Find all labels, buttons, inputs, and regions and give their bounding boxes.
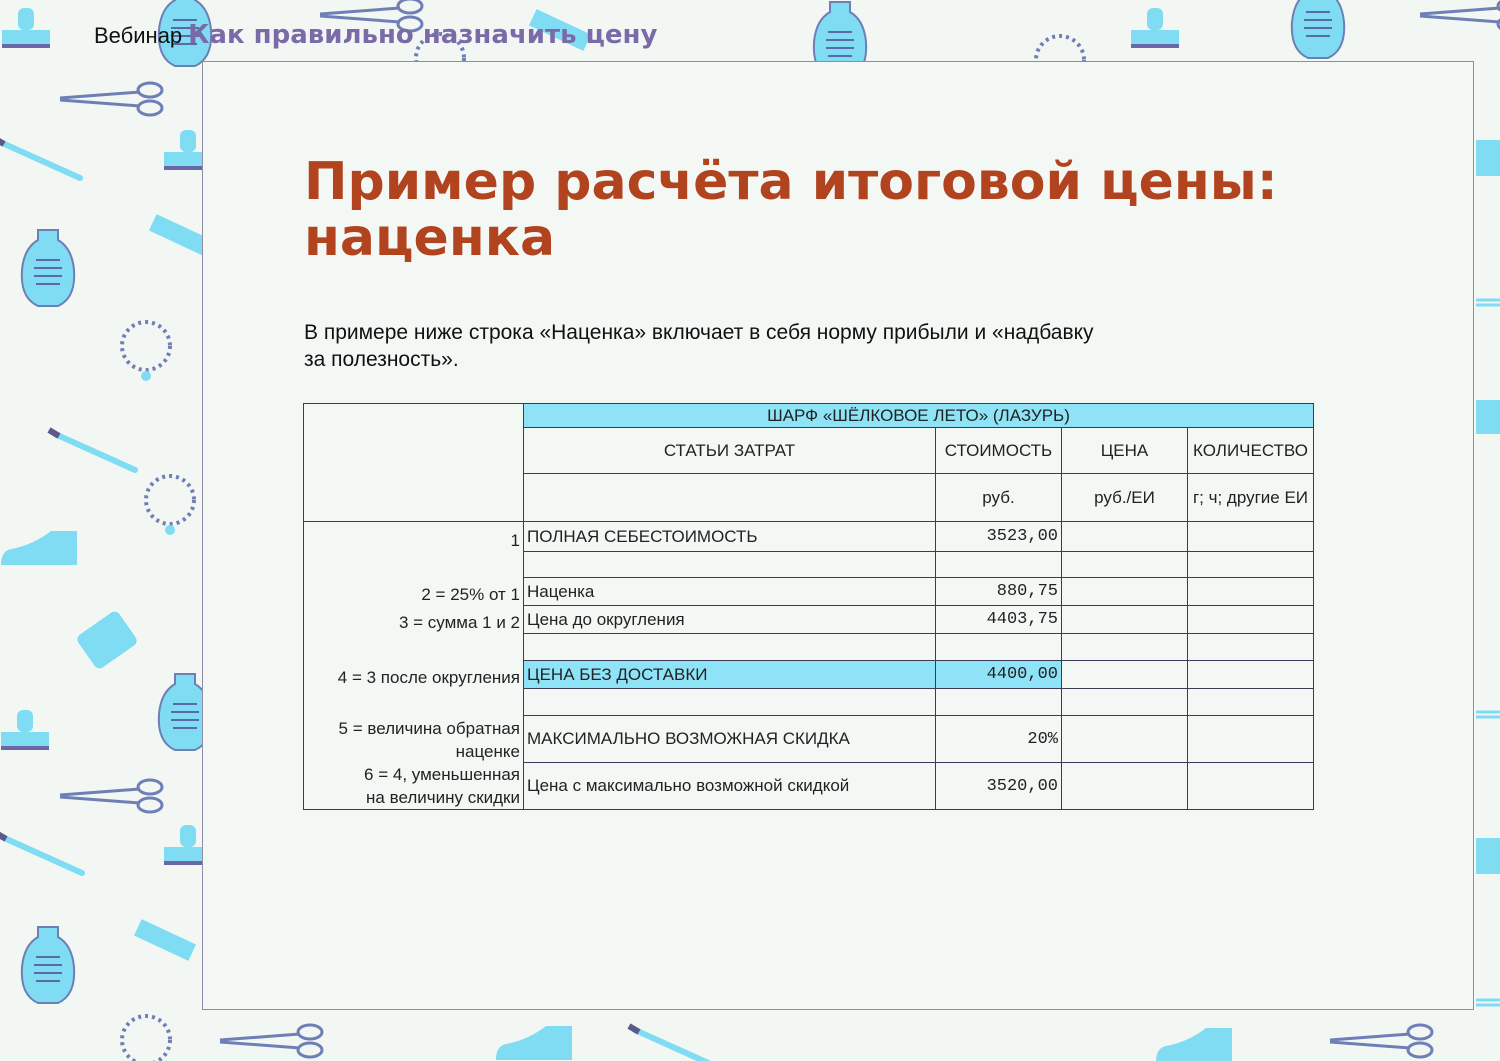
unit-quantity: г; ч; другие ЕИ bbox=[1188, 474, 1314, 522]
pricing-table bbox=[303, 403, 1314, 810]
row-item: Наценка bbox=[524, 578, 936, 606]
col-header-items: СТАТЬИ ЗАТРАТ bbox=[524, 428, 936, 474]
row-note: 2 = 25% от 1 bbox=[304, 578, 524, 606]
header bbox=[94, 20, 657, 50]
intro-line2: за полезность». bbox=[304, 348, 459, 371]
webinar-label: Вебинар bbox=[94, 23, 183, 48]
row-item: МАКСИМАЛЬНО ВОЗМОЖНАЯ СКИДКА bbox=[524, 716, 936, 763]
webinar-title: Как правильно назначить цену bbox=[188, 20, 658, 50]
row-note bbox=[304, 552, 524, 578]
row-cost: 3523,00 bbox=[936, 522, 1062, 552]
table-row bbox=[304, 763, 1314, 810]
table-row bbox=[304, 634, 1314, 661]
row-cost: 20% bbox=[936, 716, 1062, 763]
unit-cost: руб. bbox=[936, 474, 1062, 522]
row-item: Цена до округления bbox=[524, 606, 936, 634]
row-note bbox=[304, 763, 524, 810]
table-notes-header bbox=[304, 404, 524, 522]
row-cost: 4403,75 bbox=[936, 606, 1062, 634]
table-row bbox=[304, 606, 1314, 634]
table-row bbox=[304, 552, 1314, 578]
row-item bbox=[524, 634, 936, 661]
row-note bbox=[304, 634, 524, 661]
table-row bbox=[304, 578, 1314, 606]
row-note bbox=[304, 689, 524, 716]
soap-dish-icon bbox=[75, 609, 139, 670]
row-note bbox=[304, 716, 524, 763]
unit-price: руб./ЕИ bbox=[1062, 474, 1188, 522]
pricing-table-wrap bbox=[303, 403, 1314, 810]
product-name: ШАРФ «ШЁЛКОВОЕ ЛЕТО» (ЛАЗУРЬ) bbox=[524, 404, 1314, 428]
unit-items bbox=[524, 474, 936, 522]
table-row bbox=[304, 716, 1314, 763]
row-cost: 4400,00 bbox=[936, 661, 1062, 689]
row-item: Цена с максимально возможной скидкой bbox=[524, 763, 936, 810]
col-header-price: ЦЕНА bbox=[1062, 428, 1188, 474]
row-note-line2: на величину скидки bbox=[366, 788, 520, 807]
slide-title-line1: Пример расчёта итоговой цены: bbox=[304, 152, 1278, 212]
row-cost bbox=[936, 634, 1062, 661]
row-item bbox=[524, 689, 936, 716]
row-note-line1: 6 = 4, уменьшенная bbox=[364, 765, 520, 784]
slide-title bbox=[304, 154, 1304, 266]
row-cost: 880,75 bbox=[936, 578, 1062, 606]
row-note: 3 = сумма 1 и 2 bbox=[304, 606, 524, 634]
row-item bbox=[524, 552, 936, 578]
row-note: 1 bbox=[304, 522, 524, 552]
slide-card bbox=[202, 61, 1474, 1010]
intro-line1: В примере ниже строка «Наценка» включает в себя норму прибыли и «надбавку bbox=[304, 321, 1094, 344]
intro-text bbox=[304, 319, 1204, 373]
table-row bbox=[304, 522, 1314, 552]
row-cost: 3520,00 bbox=[936, 763, 1062, 810]
table-row bbox=[304, 689, 1314, 716]
row-note-line1: 5 = величина обратная bbox=[338, 718, 520, 738]
row-cost bbox=[936, 552, 1062, 578]
table-row-highlight bbox=[304, 661, 1314, 689]
col-header-cost: СТОИМОСТЬ bbox=[936, 428, 1062, 474]
row-note: 4 = 3 после округления bbox=[304, 661, 524, 689]
row-note-line2: наценке bbox=[455, 741, 520, 761]
col-header-quantity: КОЛИЧЕСТВО bbox=[1188, 428, 1314, 474]
row-item: ЦЕНА БЕЗ ДОСТАВКИ bbox=[524, 661, 936, 689]
row-item: ПОЛНАЯ СЕБЕСТОИМОСТЬ bbox=[524, 522, 936, 552]
row-cost bbox=[936, 689, 1062, 716]
slide-title-line2: наценка bbox=[304, 208, 556, 268]
